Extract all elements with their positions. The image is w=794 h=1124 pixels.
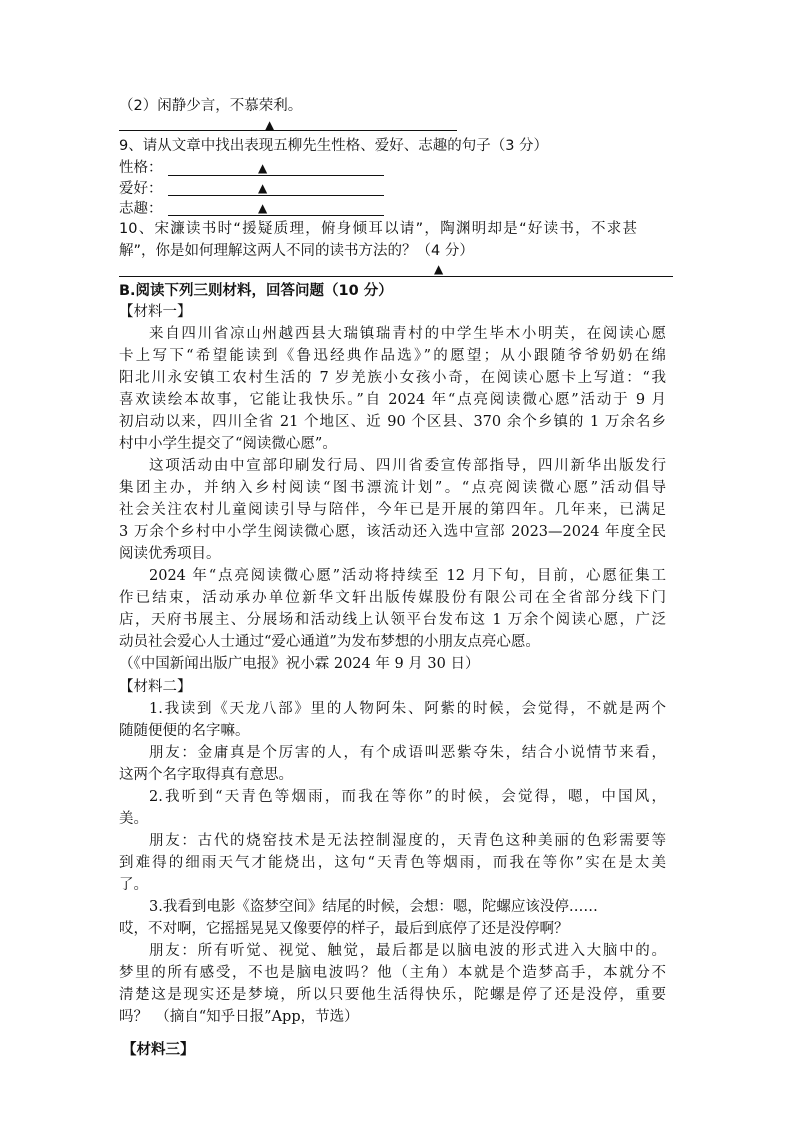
- paragraph-line: 集团主办，并纳入乡村阅读“图书漂流计划”。“点亮阅读微心愿”活动倡导: [119, 480, 666, 496]
- paragraph-line: 3 万余个乡村中小学生阅读微心愿，该活动还入选中宣部 2023—2024 年度全民: [119, 524, 666, 540]
- paragraph-line: 吗？ （摘自“知乎日报”App，节选）: [119, 1009, 359, 1025]
- q10-line-2: 解”，你是如何理解这两人不同的读书方法的？（4 分）: [119, 243, 474, 259]
- material-2-title: 【材料二】: [119, 679, 192, 695]
- answer-marker: ▲: [258, 201, 268, 215]
- q9-label-personality: 性格：: [119, 160, 163, 176]
- answer-line-hobby[interactable]: [168, 195, 384, 196]
- paragraph-line: 2.我听到“天青色等烟雨，而我在等你”的时候，会觉得，嗯，中国风，: [149, 789, 666, 805]
- paragraph-line: 喜欢读绘本故事，它能让我快乐。”自 2024 年“点亮阅读微心愿”活动于 9 月: [119, 392, 666, 408]
- paragraph-line: 3.我看到电影《盗梦空间》结尾的时候，会想：嗯，陀螺应该没停……: [149, 899, 598, 915]
- section-b-heading: B.阅读下列三则材料，回答问题（10 分）: [119, 283, 393, 299]
- paragraph-line: 清楚这是现实还是梦境，所以只要他生活得快乐，陀螺是停了还是没停，重要: [119, 987, 666, 1003]
- paragraph-line: 阅读优秀项目。: [119, 546, 221, 562]
- answer-marker: ▲: [258, 181, 268, 195]
- answer-line-ambition[interactable]: [168, 215, 384, 216]
- paragraph-line: 这两个名字取得真有意思。: [119, 767, 293, 783]
- paragraph-line: 卡上写下“希望能读到《鲁迅经典作品选》”的愿望；从小跟随爷爷奶奶在绵: [119, 348, 666, 364]
- q9-label-hobby: 爱好：: [119, 181, 163, 197]
- answer-line-q10[interactable]: [119, 276, 673, 277]
- paragraph-line: 朋友：所有听觉、视觉、触觉，最后都是以脑电波的形式进入大脑中的。: [149, 943, 666, 959]
- paragraph-line: 哎，不对啊，它摇摇晃晃又像要停的样子，最后到底停了还是没停啊？: [119, 921, 569, 937]
- answer-marker: ▲: [258, 161, 268, 175]
- source-citation: （《中国新闻出版广电报》祝小霖 2024 年 9 月 30 日）: [119, 656, 480, 672]
- paragraph-line: 美。: [119, 811, 148, 827]
- answer-marker: ▲: [434, 262, 444, 276]
- paragraph-line: 朋友：古代的烧窑技术是无法控制湿度的，天青色这种美丽的色彩需要等: [149, 833, 666, 849]
- paragraph-line: 到难得的细雨天气才能烧出，这句“天青色等烟雨，而我在等你”实在是太美: [119, 855, 666, 871]
- paragraph-line: 阳北川永安镇工农村生活的 7 岁羌族小女孩小奇，在阅读心愿卡上写道：“我: [119, 370, 666, 386]
- q9-label-ambition: 志趣：: [119, 201, 163, 217]
- paragraph-line: 梦里的所有感受，不也是脑电波吗？他（主角）本就是个造梦高手，本就分不: [119, 965, 666, 981]
- material-3-title: 【材料三】: [122, 1042, 195, 1058]
- paragraph-line: 朋友：金庸真是个厉害的人，有个成语叫恶紫夺朱，结合小说情节来看，: [149, 745, 666, 761]
- answer-marker: ▲: [265, 118, 275, 132]
- paragraph-line: 初启动以来，四川全省 21 个地区、近 90 个区县、370 余个乡镇的 1 万余名乡: [119, 414, 666, 430]
- paragraph-line: 了。: [119, 877, 148, 893]
- answer-line[interactable]: [119, 130, 457, 131]
- answer-line-personality[interactable]: [168, 175, 384, 176]
- paragraph-line: 来自四川省凉山州越西县大瑞镇瑞青村的中学生毕木小明芙，在阅读心愿: [149, 326, 666, 342]
- q10-line-1: 10、宋濂读书时“援疑质理，俯身倾耳以请”，陶渊明却是“好读书，不求甚: [119, 221, 637, 237]
- q9-prompt: 9、请从文章中找出表现五柳先生性格、爱好、志趣的句子（3 分）: [119, 138, 549, 154]
- paragraph-line: 动员社会爱心人士通过“爱心通道”为发布梦想的小朋友点亮心愿。: [119, 634, 540, 650]
- paragraph-line: 随随便便的名字嘛。: [119, 723, 250, 739]
- paragraph-line: 店，天府书展主、分展场和活动线上认领平台发布这 1 万余个阅读心愿，广泛: [119, 612, 666, 628]
- q8-item-2: （2）闲静少言，不慕荣利。: [119, 98, 303, 114]
- paragraph-line: 2024 年“点亮阅读微心愿”活动将持续至 12 月下旬，目前，心愿征集工: [149, 568, 666, 584]
- paragraph-line: 村中小学生提交了“阅读微心愿”。: [119, 436, 337, 452]
- paragraph-line: 1.我读到《天龙八部》里的人物阿朱、阿紫的时候，会觉得，不就是两个: [149, 701, 666, 717]
- material-1-title: 【材料一】: [119, 304, 192, 320]
- paragraph-line: 社会关注农村儿童阅读引导与陪伴，今年已是开展的第四年。几年来，已满足: [119, 502, 666, 518]
- paragraph-line: 作已结束，活动承办单位新华文轩出版传媒股份有限公司在全省部分线下门: [119, 590, 666, 606]
- paragraph-line: 这项活动由中宣部印刷发行局、四川省委宣传部指导，四川新华出版发行: [149, 458, 666, 474]
